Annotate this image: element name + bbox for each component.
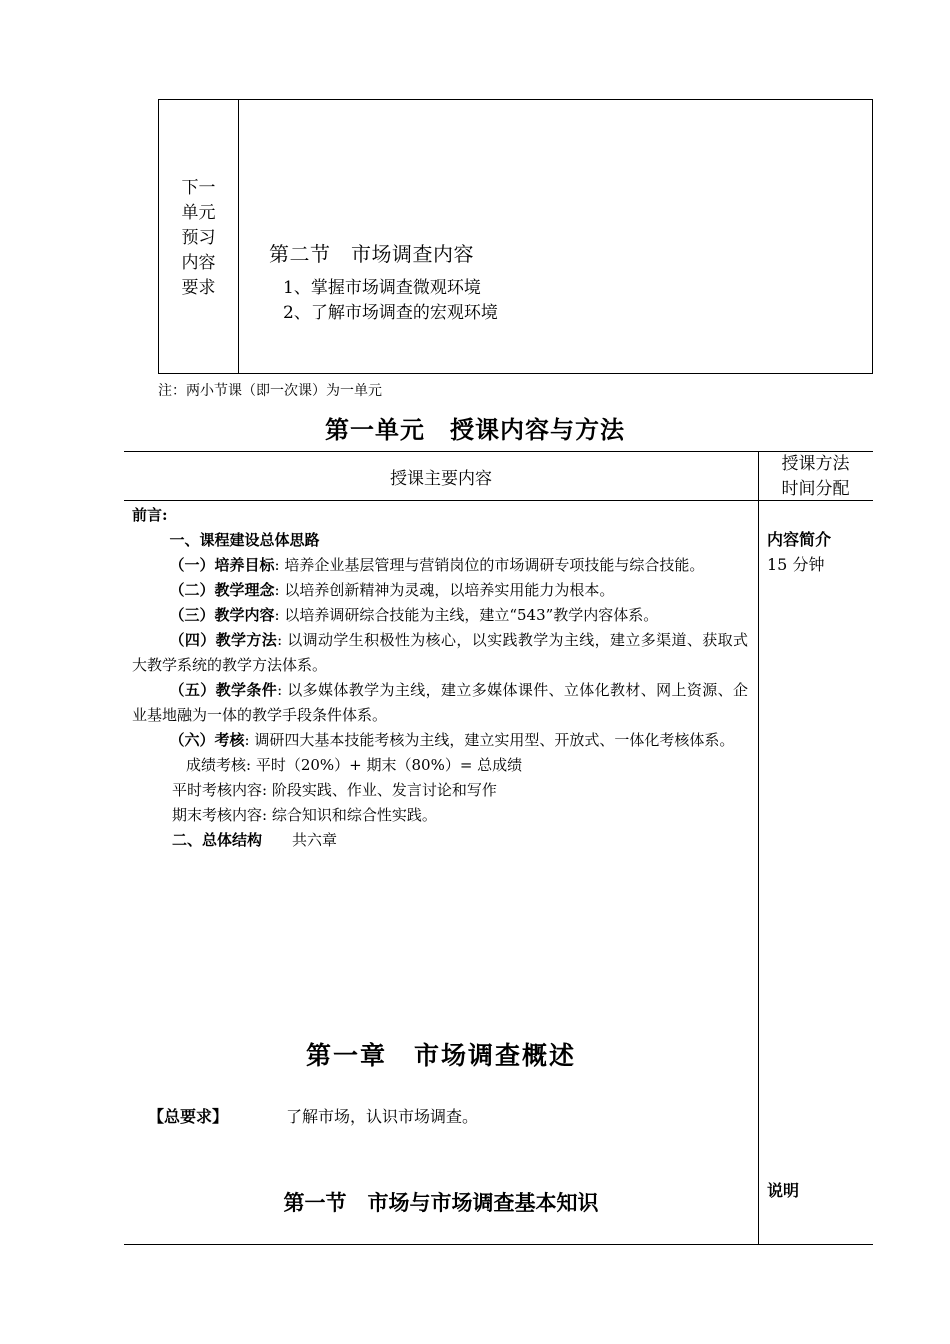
philosophy-label: （二）教学理念 bbox=[169, 581, 275, 599]
header-main: 授课主要内容 bbox=[390, 469, 492, 489]
structure-label: 二、总体结构 bbox=[172, 831, 263, 849]
preview-label bbox=[159, 176, 238, 301]
paragraph-assessment bbox=[132, 728, 748, 753]
method-label: （四）教学方法 bbox=[169, 631, 278, 649]
header-side-line: 时间分配 bbox=[781, 479, 850, 499]
preview-item: 2、了解市场调查的宏观环境 bbox=[283, 303, 498, 323]
paragraph-content bbox=[132, 603, 748, 628]
content-label: （三）教学内容 bbox=[169, 606, 275, 624]
method-text: : 以调动学生积极性为核心，以实践教学为主线，建立多渠道、获取式大教学系统的教学方法体系。 bbox=[132, 631, 748, 674]
section-title: 第一节 市场与市场调查基本知识 bbox=[283, 1190, 599, 1215]
table-column-divider bbox=[758, 451, 759, 1244]
goal-text: : 培养企业基层管理与营销岗位的市场调研专项技能与综合技能。 bbox=[274, 556, 705, 574]
grade-formula: 成绩考核: 平时（20%）+ 期末（80%）= 总成绩 bbox=[186, 756, 523, 774]
regular-assessment: 平时考核内容: 阶段实践、作业、发言讨论和写作 bbox=[172, 781, 497, 799]
preview-label-line: 预习 bbox=[181, 228, 216, 248]
philosophy-text: : 以培养创新精神为灵魂，以培养实用能力为根本。 bbox=[274, 581, 615, 599]
overall-structure bbox=[132, 828, 748, 853]
requirement-label: 【总要求】 bbox=[148, 1107, 229, 1126]
unit-note: 注：两小节课（即一次课）为一单元 bbox=[158, 383, 382, 399]
preview-label-line: 单元 bbox=[181, 203, 216, 223]
assessment-label: （六）考核 bbox=[169, 731, 245, 749]
goal-label: （一）培养目标 bbox=[169, 556, 275, 574]
content-text: : 以培养调研综合技能为主线，建立“543”教学内容体系。 bbox=[274, 606, 659, 624]
table-bottom-rule bbox=[124, 1244, 873, 1245]
preface-heading: 前言: bbox=[132, 506, 168, 524]
side-intro-time: 15 分钟 bbox=[767, 555, 825, 574]
preview-label-line: 内容 bbox=[181, 253, 216, 273]
conditions-label: （五）教学条件 bbox=[169, 681, 278, 699]
requirement-text: 了解市场，认识市场调查。 bbox=[286, 1107, 479, 1126]
side-intro-title: 内容简介 bbox=[767, 530, 832, 549]
main-content bbox=[132, 503, 748, 853]
side-note-label: 说明 bbox=[767, 1181, 800, 1200]
preview-section-title: 第二节 市场调查内容 bbox=[269, 242, 474, 266]
preview-label-line: 下一 bbox=[181, 178, 216, 198]
chapter-title: 第一章 市场调查概述 bbox=[305, 1041, 576, 1070]
preview-box bbox=[158, 99, 873, 374]
assessment-text: : 调研四大基本技能考核为主线，建立实用型、开放式、一体化考核体系。 bbox=[244, 731, 735, 749]
header-side-line: 授课方法 bbox=[781, 454, 850, 474]
preview-items bbox=[283, 276, 498, 326]
final-assessment: 期末考核内容: 综合知识和综合性实践。 bbox=[172, 806, 437, 824]
preview-item: 1、掌握市场调查微观环境 bbox=[283, 278, 481, 298]
preview-label-line: 要求 bbox=[181, 278, 216, 298]
paragraph-conditions bbox=[132, 678, 748, 728]
paragraph-goal bbox=[132, 553, 748, 578]
paragraph-philosophy bbox=[132, 578, 748, 603]
structure-text: 共六章 bbox=[292, 831, 338, 849]
paragraph-method bbox=[132, 628, 748, 678]
chapter-requirement bbox=[148, 1104, 478, 1127]
unit-title: 第一单元 授课内容与方法 bbox=[325, 415, 625, 444]
conditions-text: : 以多媒体教学为主线，建立多媒体课件、立体化教材、网上资源、企业基地融为一体的教学手段条件体系。 bbox=[132, 681, 748, 724]
preview-divider bbox=[238, 100, 239, 373]
side-intro bbox=[767, 527, 831, 577]
header-side bbox=[758, 452, 873, 502]
heading-course-idea: 一、课程建设总体思路 bbox=[169, 531, 320, 549]
